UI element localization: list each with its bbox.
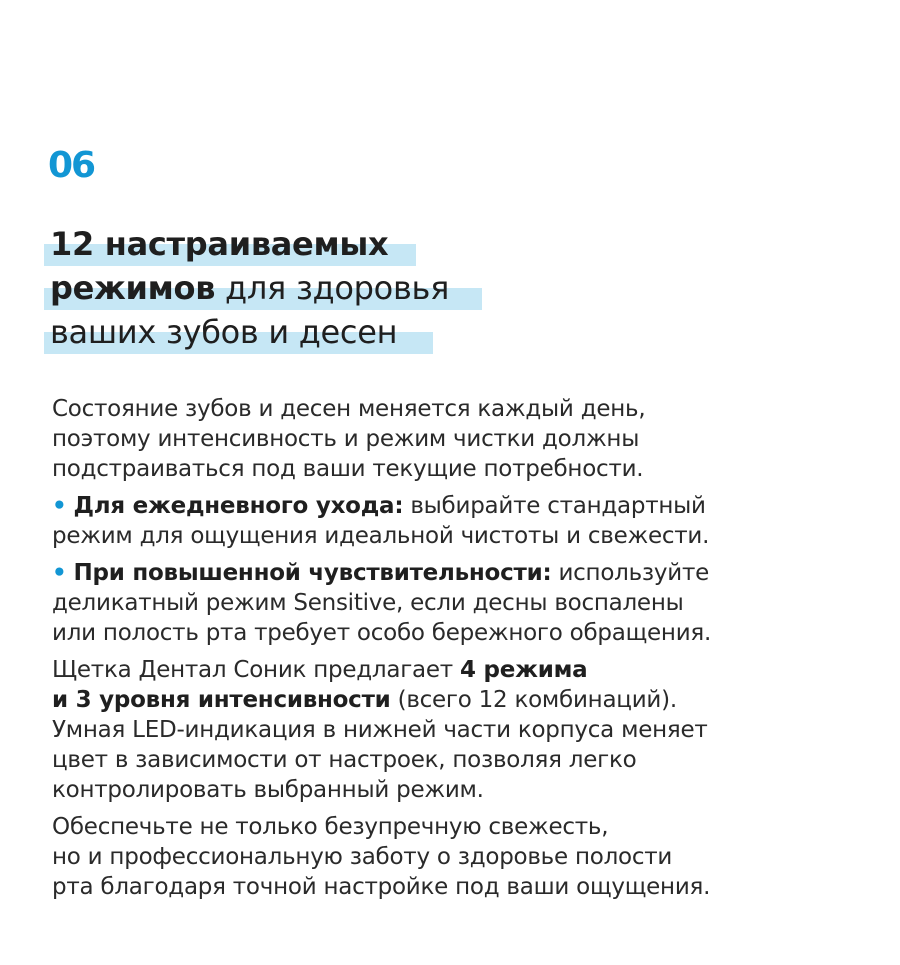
modes-line-2 [52,685,872,715]
section-number: 06 [48,145,95,186]
intro-line-1: Состояние зубов и десен меняется каждый день, [52,396,646,422]
modes-line-2-strong: и 3 уровня интенсивности [52,687,391,713]
headline-line-2-strong: режимов [50,269,216,307]
intro-line-2: поэтому интенсивность и режим чистки должны [52,426,640,452]
bullet-daily-care [52,491,872,551]
headline-line-1-strong: 12 настраиваемых [50,225,389,263]
bullet-marker: • [52,560,67,586]
bullet-sensitivity-line-1-rest: используйте [551,560,709,586]
closing-paragraph [52,812,872,902]
bullet-daily-line-2: режим для ощущения идеальной чистоты и свежести. [52,523,710,549]
bullet-marker: • [52,493,67,519]
modes-line-2-regular: (всего 12 комбинаций). [390,687,677,713]
bullet-daily-line-1-rest: выбирайте стандартный [403,493,706,519]
modes-line-5: контролировать выбранный режим. [52,777,484,803]
headline-line-1 [44,222,449,266]
closing-line-1: Обеспечьте не только безупречную свежесть, [52,814,609,840]
bullet-sensitivity-label: При повышенной чувствительности: [73,560,552,586]
modes-line-1-regular: Щетка Дентал Соник предлагает [52,657,461,683]
bullet-daily-line-1 [52,491,872,521]
modes-paragraph [52,655,872,805]
headline-line-3 [44,310,449,354]
modes-line-1-strong: 4 режима [460,657,588,683]
bullet-sensitivity-line-1 [52,558,872,588]
body-text [52,394,872,909]
intro-paragraph [52,394,872,484]
bullet-daily-label: Для ежедневного ухода: [73,493,404,519]
modes-line-1 [52,655,872,685]
headline-line-2-regular: для здоровья [215,269,450,307]
modes-line-4: цвет в зависимости от настроек, позволяя легко [52,747,637,773]
closing-line-3: рта благодаря точной настройке под ваши ощущения. [52,874,711,900]
bullet-sensitivity-line-2: деликатный режим Sensitive, если десны воспалены [52,590,684,616]
intro-line-3: подстраиваться под ваши текущие потребности. [52,456,644,482]
bullet-sensitivity-line-3: или полость рта требует особо бережного обращения. [52,620,712,646]
modes-line-3: Умная LED-индикация в нижней части корпуса меняет [52,717,708,743]
bullet-sensitivity [52,558,872,648]
closing-line-2: но и профессиональную заботу о здоровье полости [52,844,673,870]
headline-line-2 [44,266,449,310]
headline-line-3-regular: ваших зубов и десен [50,313,398,351]
headline [44,222,449,354]
